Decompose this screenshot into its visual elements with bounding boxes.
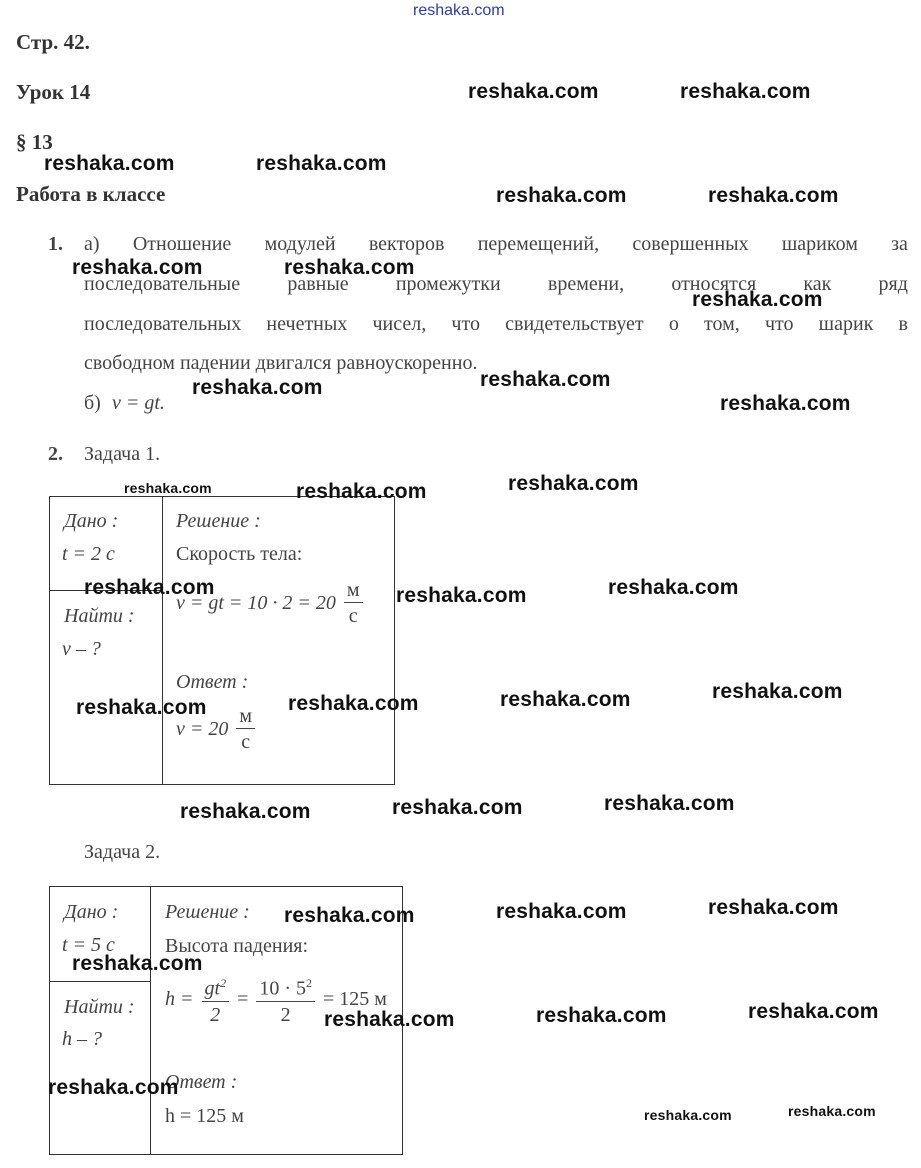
watermark: reshaka.com <box>500 688 631 711</box>
numeric-fraction: $\frac{10 \cdot 5^2}{2}$ <box>256 971 315 1028</box>
watermark: reshaka.com <box>496 184 627 207</box>
problem2-find-label: Найти : <box>64 996 135 1018</box>
task1-line4: свободном падении двигался равноускоренно. <box>84 352 478 374</box>
task1-number: 1. <box>48 233 63 255</box>
problem1-given-label: Дано : <box>64 510 119 532</box>
problem1-answer-label: Ответ : <box>176 671 249 693</box>
problem1-solution-text: Скорость тела: <box>176 543 303 565</box>
watermark: reshaka.com <box>692 288 823 311</box>
watermark: reshaka.com <box>76 696 207 719</box>
problem1-formula: v = gt = 10 · 2 = 20 $\frac{м}{с}$ <box>176 578 366 629</box>
watermark: reshaka.com <box>72 256 203 279</box>
watermark: reshaka.com <box>124 480 212 496</box>
watermark: reshaka.com <box>496 900 627 923</box>
watermark: reshaka.com <box>644 1107 732 1123</box>
problem2-title: Задача 2. <box>84 841 161 863</box>
watermark: reshaka.com <box>284 904 415 927</box>
watermark: reshaka.com <box>324 1008 455 1031</box>
page-number: Стр. 42. <box>16 30 90 54</box>
watermark: reshaka.com <box>508 472 639 495</box>
task1-line3: последовательных нечетных чисел, что свидетельствует о том, что шарик в <box>84 313 908 335</box>
problem1-find-value: v – ? <box>62 638 101 660</box>
task1-b-formula: v = gt. <box>112 392 165 414</box>
watermark: reshaka.com <box>296 480 427 503</box>
watermark: reshaka.com <box>708 184 839 207</box>
task2-number: 2. <box>48 443 63 465</box>
problem1-find-label: Найти : <box>64 605 135 627</box>
problem2-divider <box>150 886 151 1154</box>
watermark: reshaka.com <box>72 952 203 975</box>
problem2-given-label: Дано : <box>64 901 119 923</box>
answer-unit-fraction: $\frac{м}{с}$ <box>236 704 255 755</box>
watermark: reshaka.com <box>608 576 739 599</box>
top-watermark[interactable]: reshaka.com <box>413 2 505 19</box>
watermark: reshaka.com <box>680 80 811 103</box>
section-title: Работа в классе <box>16 182 166 206</box>
problem2-solution-text: Высота падения: <box>165 935 309 957</box>
paragraph-number: § 13 <box>16 130 53 154</box>
task1-b-label: б) <box>84 392 101 414</box>
watermark: reshaka.com <box>708 896 839 919</box>
problem2-find-value: h – ? <box>62 1028 102 1050</box>
watermark: reshaka.com <box>536 1004 667 1027</box>
gt2-fraction: $\frac{gt^2}{2}$ <box>202 971 230 1028</box>
unit-fraction: $\frac{м}{с}$ <box>344 578 363 629</box>
problem2-given-value: t = 5 с <box>62 934 115 956</box>
lesson-title: Урок 14 <box>16 80 91 104</box>
watermark: reshaka.com <box>44 152 175 175</box>
problem1-divider <box>162 496 163 784</box>
watermark: reshaka.com <box>396 584 527 607</box>
watermark: reshaka.com <box>748 1000 879 1023</box>
watermark: reshaka.com <box>84 576 215 599</box>
problem2-solution-label: Решение : <box>165 901 250 923</box>
problem1-title: Задача 1. <box>84 443 161 465</box>
watermark: reshaka.com <box>788 1103 876 1119</box>
watermark: reshaka.com <box>180 800 311 823</box>
watermark: reshaka.com <box>284 256 415 279</box>
problem2-answer-label: Ответ : <box>165 1071 238 1093</box>
task1-line1: а) Отношение модулей векторов перемещений, совершенных шариком за <box>84 233 908 255</box>
problem2-given-divider <box>49 981 150 982</box>
watermark: reshaka.com <box>604 792 735 815</box>
watermark: reshaka.com <box>712 680 843 703</box>
watermark: reshaka.com <box>48 1076 179 1099</box>
watermark: reshaka.com <box>392 796 523 819</box>
problem1-given-value: t = 2 с <box>62 543 115 565</box>
watermark: reshaka.com <box>480 368 611 391</box>
problem2-answer-value: h = 125 м <box>165 1105 244 1127</box>
watermark: reshaka.com <box>468 80 599 103</box>
task1-line2: последовательные равные промежутки времени, относятся как ряд <box>84 273 908 295</box>
watermark: reshaka.com <box>720 392 851 415</box>
problem1-solution-label: Решение : <box>176 510 261 532</box>
watermark: reshaka.com <box>288 692 419 715</box>
problem1-answer-value: v = 20 $\frac{м}{с}$ <box>176 704 258 755</box>
watermark: reshaka.com <box>256 152 387 175</box>
watermark: reshaka.com <box>192 376 323 399</box>
problem2-formula: h = $\frac{gt^2}{2}$ = $\frac{10 \cdot 5^2}{2}$ = 125 м <box>165 971 387 1028</box>
